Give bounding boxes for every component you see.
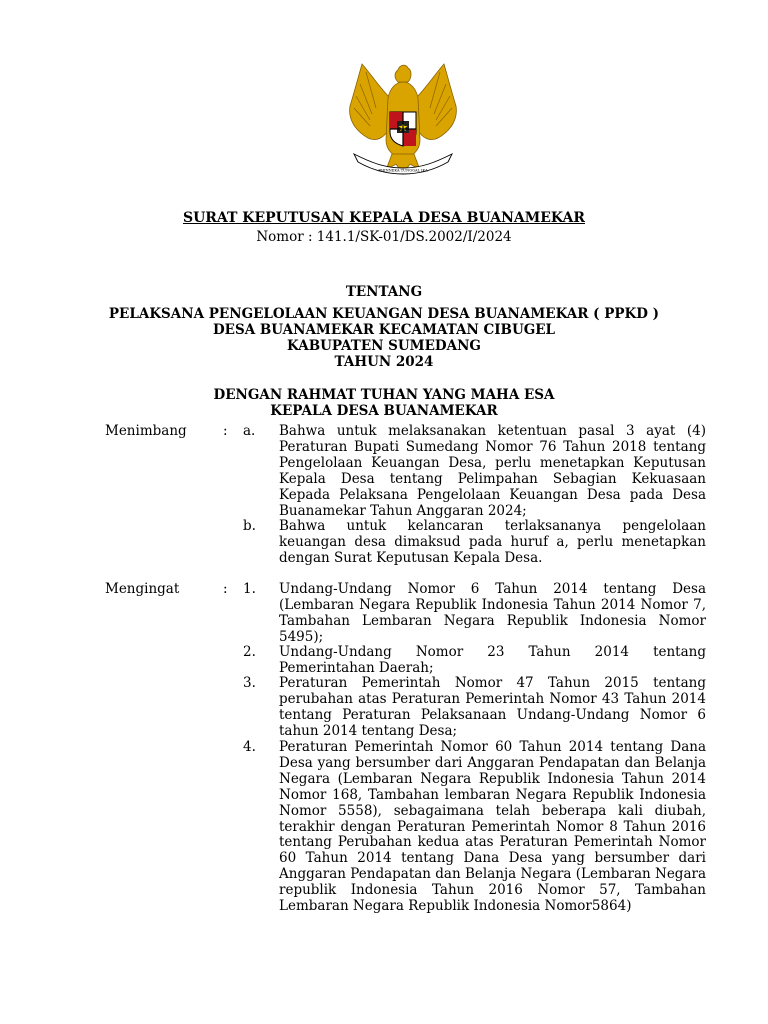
mengingat-label: Mengingat — [105, 581, 180, 597]
menimbang-label: Menimbang — [105, 423, 187, 439]
text-line: Pemerintahan Daerah; — [279, 659, 434, 676]
item-number: 4. — [243, 739, 256, 755]
text-line: Kepala Desa tentang Pelimpahan Sebagian Kekuasaan — [279, 470, 706, 487]
text-line: tahun 2014 tentang Desa; — [279, 722, 458, 739]
text-line: terakhir dengan Peraturan Pemerintah Nomor 8 Tahun 2016 — [279, 818, 706, 835]
text-line: (Lembaran Negara Republik Indonesia Tahun 2014 Nomor 7, — [279, 596, 706, 613]
text-line: Negara (Lembaran Negara Republik Indonesia Tahun 2014 — [279, 770, 706, 787]
text-line: Undang-Undang Nomor 6 Tahun 2014 tentang Desa — [279, 581, 706, 597]
text-line: Peraturan Pemerintah Nomor 47 Tahun 2015 tentang — [279, 675, 706, 691]
menimbang-item-b — [279, 519, 706, 567]
document-title: SURAT KEPUTUSAN KEPALA DESA BUANAMEKAR — [182, 210, 586, 226]
text-line: Tambahan Lembaran Negara Republik Indonesia Nomor — [279, 612, 706, 629]
text-line: Desa yang bersumber dari Anggaran Pendapatan dan Belanja — [279, 754, 706, 771]
menimbang-item-a — [279, 424, 706, 519]
tentang-heading: TENTANG — [345, 284, 423, 300]
text-line: Pengelolaan Keuangan Desa, perlu menetapkan Keputusan — [279, 454, 706, 471]
text-line: Anggaran Pendapatan dan Belanja Negara (Lembaran Negara — [279, 866, 706, 883]
text-line: perubahan atas Peraturan Pemerintah Nomor 43 Tahun 2014 — [279, 690, 706, 707]
item-number: 3. — [243, 675, 256, 691]
text-line: Peraturan Bupati Sumedang Nomor 76 Tahun 2018 tentang — [279, 438, 706, 455]
item-number: 2. — [243, 644, 256, 660]
mengingat-colon: : — [223, 581, 228, 597]
menimbang-colon: : — [223, 423, 228, 439]
rahmat-line: DENGAN RAHMAT TUHAN YANG MAHA ESA — [213, 387, 555, 403]
rahmat-line: KEPALA DESA BUANAMEKAR — [270, 403, 498, 419]
subject-line: KABUPATEN SUMEDANG — [287, 338, 481, 354]
document-number: Nomor : 141.1/SK-01/DS.2002/I/2024 — [256, 229, 512, 245]
subject-line: PELAKSANA PENGELOLAAN KEUANGAN DESA BUANAMEKAR ( PPKD ) — [108, 306, 660, 322]
text-line: keuangan desa dimaksud pada huruf a, perlu menetapkan — [279, 533, 706, 550]
mengingat-item-3 — [279, 676, 706, 740]
mengingat-item-1 — [279, 582, 706, 646]
garuda-pancasila-emblem — [340, 58, 466, 184]
text-line: tentang Perubahan kedua atas Peraturan Pemerintah Nomor — [279, 834, 706, 851]
text-line: republik Indonesia Tahun 2016 Nomor 57, Tambahan — [279, 882, 706, 899]
text-line: tentang Peraturan Pelaksanaan Undang-Undang Nomor 6 — [279, 706, 706, 723]
item-number: a. — [243, 423, 256, 439]
text-line: Undang-Undang Nomor 23 Tahun 2014 tentang — [279, 644, 706, 660]
text-line: Nomor 5558), sebagaimana telah beberapa kali diubah, — [279, 802, 706, 819]
text-line: Nomor 168, Tambahan lembaran Negara Republik Indonesia — [279, 786, 706, 803]
subject-line: DESA BUANAMEKAR KECAMATAN CIBUGEL — [212, 322, 556, 338]
text-line: Bahwa untuk melaksanakan ketentuan pasal 3 ayat (4) — [279, 423, 706, 439]
text-line: Lembaran Negara Republik Indonesia Nomor5864) — [279, 898, 632, 915]
text-line: Buanamekar Tahun Anggaran 2024; — [279, 502, 527, 519]
subject-line: TAHUN 2024 — [334, 354, 434, 370]
text-line: Bahwa untuk kelancaran terlaksananya pengelolaan — [279, 518, 706, 534]
text-line: Peraturan Pemerintah Nomor 60 Tahun 2014 tentang Dana — [279, 739, 706, 755]
emblem-motto: BHINNEKA TUNGGAL IKA — [378, 168, 428, 173]
text-line: 60 Tahun 2014 tentang Dana Desa yang bersumber dari — [279, 850, 706, 867]
mengingat-item-4 — [279, 740, 706, 915]
text-line: dengan Surat Keputusan Kepala Desa. — [279, 549, 543, 566]
mengingat-item-2 — [279, 645, 706, 677]
item-number: b. — [243, 518, 256, 534]
text-line: 5495); — [279, 628, 324, 645]
text-line: Kepada Pelaksana Pengelolaan Keuangan Desa pada Desa — [279, 486, 706, 503]
item-number: 1. — [243, 581, 256, 597]
